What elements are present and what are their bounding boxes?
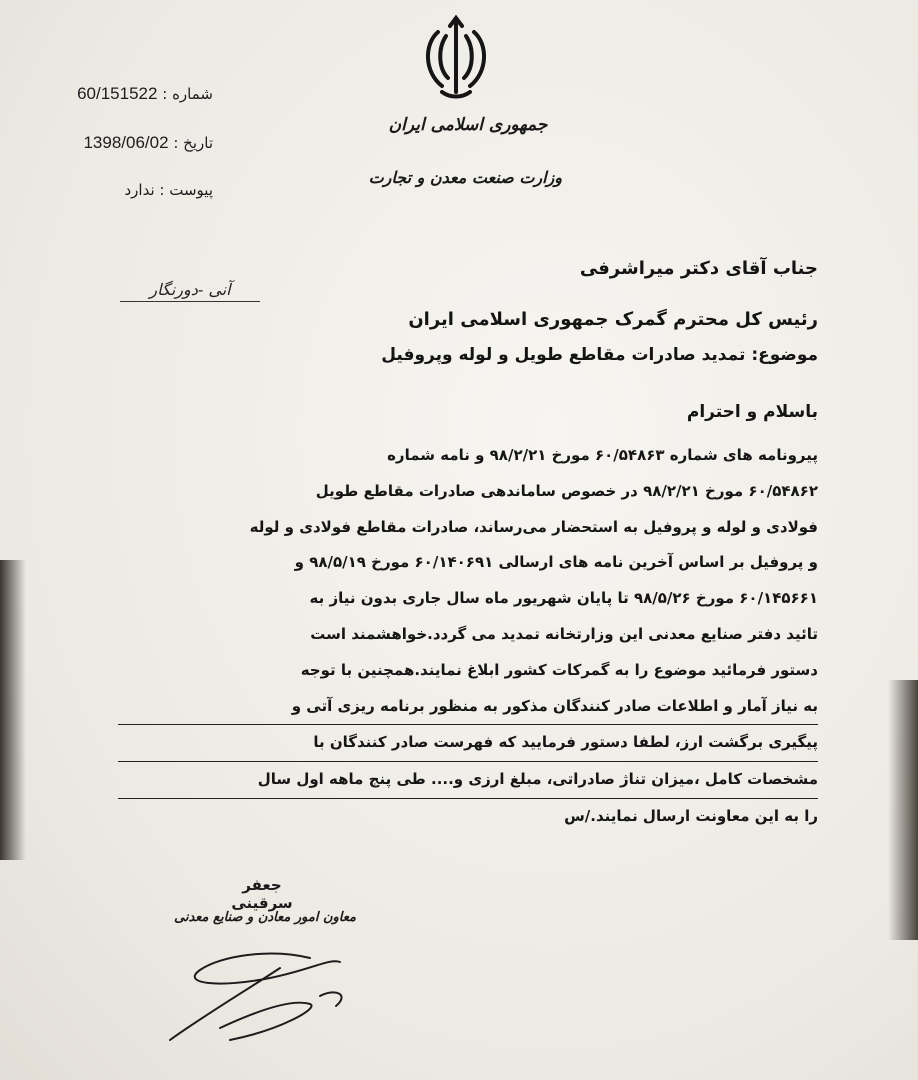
signatory-title: معاون امور معادن و صنایع معدنی <box>174 910 356 925</box>
body-line: پیگیری برگشت ارز، لطفا دستور فرمایید که فهرست صادر کنندگان با <box>118 725 818 762</box>
body-line: ۶۰/۱۴۵۶۶۱ مورخ ۹۸/۵/۲۶ تا پایان شهریور ماه سال جاری بدون نیاز به <box>309 589 818 608</box>
handwritten-note: آنی -دورنگار <box>120 280 260 302</box>
letter-body <box>118 438 818 835</box>
letter-date <box>83 133 213 153</box>
body-line: و پروفیل بر اساس آخرین نامه های ارسالی ۶۰/۱۴۰۶۹۱ مورخ ۹۸/۵/۱۹ و <box>294 553 818 572</box>
page-edge-shadow-left <box>0 560 26 860</box>
body-line: مشخصات کامل ،میزان تناژ صادراتی، مبلغ ارزی و.... طی پنج ماهه اول سال <box>118 762 818 799</box>
letter-attachment <box>125 181 214 199</box>
body-line: را به این معاونت ارسال نمایند./س <box>564 806 818 825</box>
letterhead-country: جمهوری اسلامی ایران <box>388 115 548 135</box>
letter-attachment-value: ندارد <box>124 181 155 199</box>
letter-subject: موضوع: تمدید صادرات مقاطع طویل و لوله وپروفیل <box>381 345 818 365</box>
body-line: پیرونامه های شماره ۶۰/۵۴۸۶۳ مورخ ۹۸/۲/۲۱ و نامه شماره <box>387 446 818 464</box>
letter-attachment-label: پیوست : <box>159 181 213 199</box>
letterhead-ministry: وزارت صنعت معدن و تجارت <box>368 168 562 187</box>
letter-date-value: 1398/06/02 <box>83 133 169 152</box>
letter-date-label: تاریخ : <box>173 134 213 152</box>
body-line: دستور فرمائید موضوع را به گمرکات کشور ابلاغ نمایند.همچنین با توجه <box>300 660 818 679</box>
letter-number-value: 60/151522 <box>77 84 158 103</box>
letter-number-label: شماره : <box>162 85 213 103</box>
handwritten-signature <box>160 918 380 1048</box>
greeting: باسلام و احترام <box>686 402 818 422</box>
page-edge-shadow-right <box>888 680 918 940</box>
body-line: ۶۰/۵۴۸۶۲ مورخ ۹۸/۲/۲۱ در خصوص ساماندهی صادرات مقاطع طویل <box>315 481 818 500</box>
recipient-title: رئیس کل محترم گمرک جمهوری اسلامی ایران <box>408 309 818 330</box>
body-line: فولادی و لوله و پروفیل به استحضار می‌رساند، صادرات مقاطع فولادی و لوله <box>249 517 818 536</box>
letter-number <box>77 84 213 104</box>
iran-emblem-icon <box>416 12 496 104</box>
body-line: به نیاز آمار و اطلاعات صادر کنندگان مذکور به منظور برنامه ریزی آتی و <box>118 689 818 726</box>
body-line: تائید دفتر صنایع معدنی این وزارتخانه تمدید می گردد.خواهشمند است <box>310 624 818 643</box>
recipient-name: جناب آقای دکتر میراشرفی <box>579 258 818 279</box>
signatory-name: جعفر سرقینی <box>231 876 293 912</box>
